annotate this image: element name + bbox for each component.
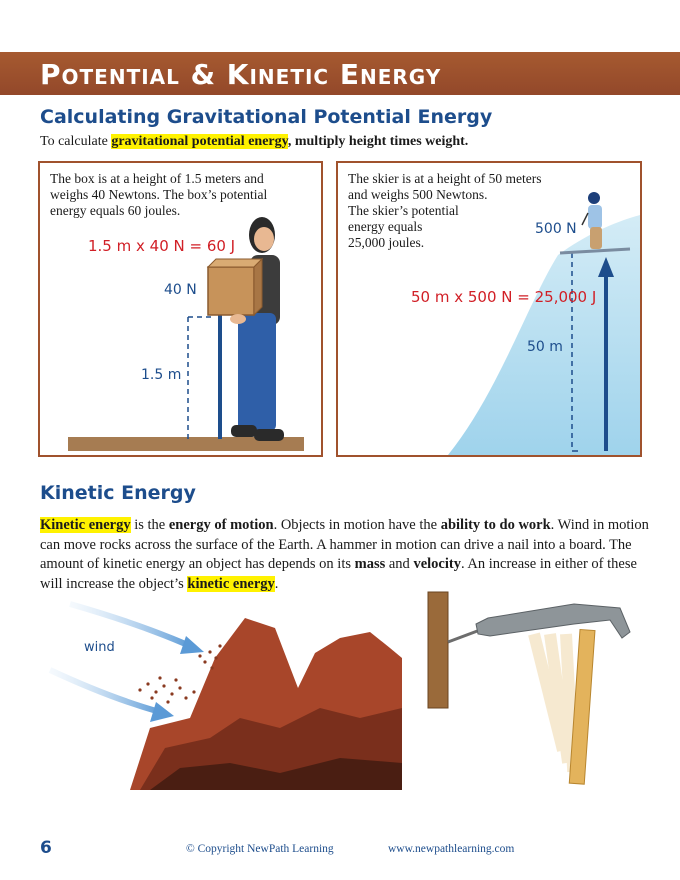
box-top (208, 259, 262, 267)
website-text: www.newpathlearning.com (388, 843, 515, 855)
page-number: 6 (40, 838, 52, 858)
section-heading-kinetic: Kinetic Energy (40, 482, 196, 504)
box-panel (38, 161, 323, 457)
skier-weight-label: 500 N (535, 221, 577, 237)
box-equation: 1.5 m x 40 N = 60 J (88, 237, 236, 255)
para-text: . An increase in either of these will increase the object’s (40, 556, 637, 592)
skier-text-line: The skier’s potential (348, 203, 459, 218)
kinetic-paragraph (40, 516, 650, 594)
bold-velocity: velocity (413, 556, 461, 572)
hammer-head (476, 604, 630, 638)
height-dashed-line (188, 317, 212, 439)
wind-arrow-head (180, 636, 204, 654)
skier-text-line: The skier is at a height of 50 meters (348, 171, 542, 186)
wind-arrow-head (150, 702, 174, 722)
wooden-board (428, 592, 448, 708)
box-height-label: 1.5 m (141, 367, 182, 383)
gpe-intro (40, 134, 660, 150)
jeans (238, 313, 276, 431)
skier-text-line: energy equals (348, 219, 423, 234)
skier-text-line: 25,000 joules. (348, 235, 425, 250)
bold-ability-to-do-work: ability to do work (440, 517, 551, 533)
skier-panel-text (348, 171, 618, 251)
shoe (254, 429, 284, 441)
intro-text: To calculate (40, 134, 112, 149)
page-title: Potential & Kinetic Energy (40, 58, 442, 91)
box-person-illustration (40, 163, 321, 455)
face (254, 227, 274, 251)
box-text-line: weighs 40 Newtons. The box’s potential (50, 187, 268, 202)
bold-mass: mass (354, 556, 386, 572)
box-text-line: The box is at a height of 1.5 meters and (50, 171, 264, 186)
highlight-kinetic-energy: Kinetic energy (40, 517, 131, 533)
shoe (231, 425, 257, 437)
intro-bold: , multiply height times weight. (287, 134, 469, 149)
box-side (254, 259, 262, 315)
wind-arrow (50, 670, 160, 712)
skier-equation: 50 m x 500 N = 25,000 J (411, 288, 597, 306)
para-text: and (385, 556, 414, 572)
nail (448, 630, 480, 642)
hammer-nail-illustration (424, 590, 638, 790)
box-text-line: energy equals 60 joules. (50, 203, 181, 218)
skier-text-line: and weighs 500 Newtons. (348, 187, 488, 202)
highlight-kinetic-energy: kinetic energy (187, 575, 275, 592)
para-text: . Wind in motion can move rocks across the surface of the Earth. A hammer in motion can drive a nail into a board. The amount of kinetic energy an object has depends on its (40, 517, 649, 572)
para-text: is the (130, 517, 169, 533)
wind-rocks-illustration (40, 598, 402, 790)
para-text: . (274, 575, 279, 592)
section-heading-gpe: Calculating Gravitational Potential Energy (40, 106, 493, 128)
skier-panel (336, 161, 642, 457)
box-weight-label: 40 N (164, 282, 197, 298)
skier-height-label: 50 m (527, 339, 563, 355)
cardboard-box (208, 267, 254, 315)
intro-highlight: gravitational potential energy (111, 134, 288, 149)
wind-label: wind (84, 640, 115, 655)
copyright-text: © Copyright NewPath Learning (186, 843, 334, 855)
para-text: . Objects in motion have the (273, 517, 441, 533)
bold-energy-of-motion: energy of motion (168, 517, 274, 533)
hand (230, 314, 246, 324)
